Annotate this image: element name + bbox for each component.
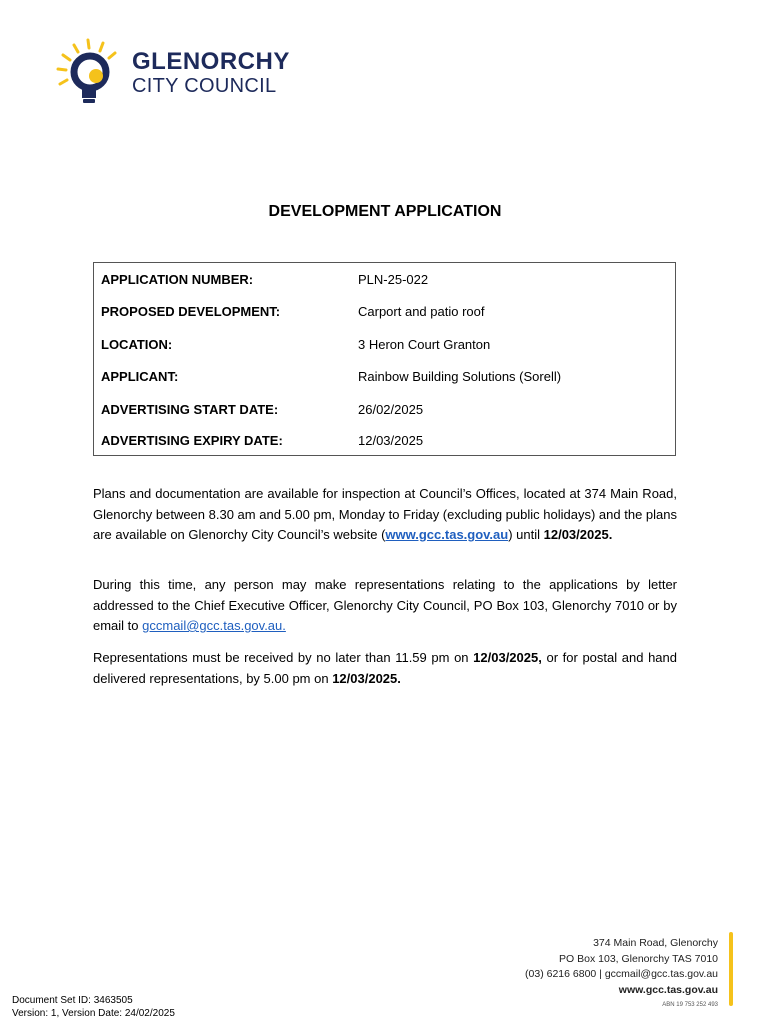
council-website-link[interactable]: www.gcc.tas.gov.au <box>385 527 509 542</box>
footer-address <box>525 936 718 1012</box>
paragraph-text: or for postal and hand delivered representations, by 5.00 pm on <box>93 650 677 686</box>
email-link[interactable]: gccmail@gcc.tas.gov.au. <box>142 618 286 633</box>
footer-website: www.gcc.tas.gov.au <box>618 983 718 996</box>
row-application-number <box>94 270 675 290</box>
paragraph-text: ) until <box>508 527 544 542</box>
row-location <box>94 335 675 355</box>
inspection-paragraph <box>93 484 677 546</box>
expiry-date: 12/03/2025. <box>543 527 613 542</box>
field-label: LOCATION: <box>101 337 173 352</box>
field-value: 3 Heron Court Granton <box>358 337 491 352</box>
field-label: ADVERTISING EXPIRY DATE: <box>101 433 283 448</box>
field-label: APPLICATION NUMBER: <box>101 272 254 287</box>
paragraph-text: Representations must be received by no later than 11.59 pm on <box>93 650 474 665</box>
footer-po-box: PO Box 103, Glenorchy TAS 7010 <box>559 952 718 965</box>
footer-street: 374 Main Road, Glenorchy <box>593 937 718 949</box>
field-value: Rainbow Building Solutions (Sorell) <box>358 369 562 384</box>
deadline-paragraph <box>93 648 677 689</box>
field-label: PROPOSED DEVELOPMENT: <box>101 304 281 319</box>
paragraph-text: During this time, any person may make representations relating to the applications by letter addressed to the Chief Executive Officer, Glenorchy City Council, PO Box 103, Glenorchy 7010 or by email to <box>93 577 677 633</box>
field-value: 26/02/2025 <box>358 402 424 417</box>
council-logo <box>52 36 292 108</box>
document-version: Version: 1, Version Date: 24/02/2025 <box>12 1008 175 1019</box>
page-title: DEVELOPMENT APPLICATION <box>268 203 502 220</box>
postal-deadline-date: 12/03/2025. <box>332 670 401 686</box>
document-set-id: Document Set ID: 3463505 <box>12 995 133 1006</box>
footer-accent-bar <box>729 932 733 1006</box>
deadline-date: 12/03/2025, <box>473 650 542 665</box>
paragraph-text: Plans and documentation are available for inspection at Council’s Offices, located at 374 Main Road, Glenorchy between 8.30 am and 5.00 pm, Monday to Friday (excluding public holidays) and the plans are available on Glenorchy City Council’s website ( <box>93 486 677 542</box>
logo-text-line1: GLENORCHY <box>132 48 290 75</box>
row-advertising-start <box>94 400 675 420</box>
row-applicant <box>94 367 675 387</box>
representations-paragraph <box>93 575 677 637</box>
footer-contact: (03) 6216 6800 | gccmail@gcc.tas.gov.au <box>525 968 718 980</box>
application-details-box <box>93 262 676 456</box>
logo-text-line2: CITY COUNCIL <box>132 75 277 97</box>
field-label: ADVERTISING START DATE: <box>101 402 279 417</box>
lightbulb-sun-icon <box>52 36 132 108</box>
document-set-info <box>12 994 175 1020</box>
field-value: Carport and patio roof <box>358 304 485 319</box>
row-advertising-expiry <box>94 431 675 451</box>
field-label: APPLICANT: <box>101 369 179 384</box>
field-value: 12/03/2025 <box>358 433 424 448</box>
row-proposed-development <box>94 302 675 322</box>
field-value: PLN-25-022 <box>358 272 429 287</box>
footer-abn: ABN 19 753 252 493 <box>662 1002 718 1008</box>
